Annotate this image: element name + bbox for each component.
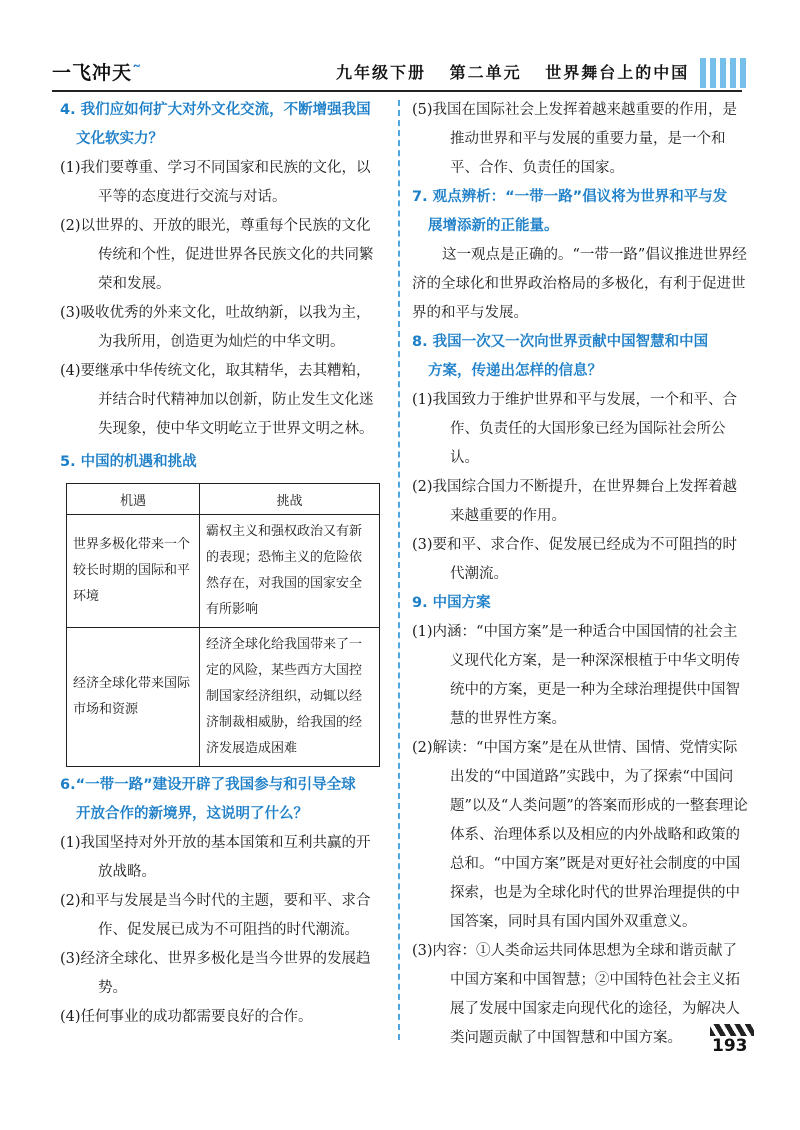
question-5: [60, 448, 382, 767]
q8-item-2: (2)我国综合国力不断提升，在世界舞台上发挥着越来越重要的作用。: [412, 479, 738, 524]
question-5-title: 5. 中国的机遇和挑战: [60, 454, 197, 470]
header-rule: [52, 90, 742, 92]
question-8-title: 8. 我国一次又一次向世界贡献中国智慧和中国 方案，传递出怎样的信息？: [412, 334, 709, 379]
question-9: [412, 589, 748, 1053]
question-6-title: 6.“一带一路”建设开辟了我国参与和引导全球 开放合作的新境界，这说明了什么？: [60, 777, 356, 822]
q8-item-3: (3)要和平、求合作、促发展已经成为不可阻挡的时代潮流。: [412, 537, 738, 582]
grade-label: 九年级下册: [336, 63, 427, 82]
table-cell: 经济全球化带来国际市场和资源: [67, 628, 200, 767]
q9-item-3: (3)内容：①人类命运共同体思想为全球和谐贡献了中国方案和中国智慧；②中国特色社会主义拓展了发展中国家走向现代化的途径，为解决人类问题贡献了中国智慧和中国方案。: [412, 943, 740, 1046]
question-7: [412, 183, 748, 328]
q9-item-2: (2)解读：“中国方案”是在从世情、国情、党情实际出发的“中国道路”实践中，为了探索“中国问题”以及“人类问题”的答案而形成的一整套理论体系、治理体系以及相应的内外战略和政策的总和。“中国方案”既是对更好社会制度的中国探索，也是为全球化时代的世界治理提供的中国答案，同时具有国内国外双重意义。: [412, 740, 748, 930]
table-cell: 经济全球化给我国带来了一定的风险，某些西方大国控制国家经济组织，动辄以经济制裁相威胁，给我国的经济发展造成困难: [200, 628, 380, 767]
q4-item-3: (3)吸收优秀的外来文化，吐故纳新，以我为主，为我所用，创造更为灿烂的中华文明。: [60, 305, 371, 350]
right-column: [412, 96, 748, 1053]
question-9-title: 9. 中国方案: [412, 595, 491, 611]
page-header: [0, 0, 800, 92]
table-cell: 世界多极化带来一个较长时期的国际和平环境: [67, 515, 200, 628]
question-6: [60, 771, 382, 1032]
table-header-row: [67, 484, 380, 515]
q7-answer: 这一观点是正确的。“一带一路”倡议推进世界经济的全球化和世界政治格局的多极化，有利于促进世界的和平与发展。: [412, 247, 747, 321]
q6-item-4: (4)任何事业的成功都需要良好的合作。: [60, 1009, 313, 1025]
unit-label: 第二单元: [449, 63, 522, 82]
page-number-label: 193: [712, 1036, 748, 1056]
question-8: [412, 328, 748, 589]
column-divider: [398, 100, 400, 1040]
table-cell: 霸权主义和强权政治又有新的表现；恐怖主义的危险依然存在，对我国的国家安全有所影响: [200, 515, 380, 628]
q6-item-2: (2)和平与发展是当今时代的主题，要和平、求合作、促发展已成为不可阻挡的时代潮流。: [60, 893, 371, 938]
q6-item-1: (1)我国坚持对外开放的基本国策和互利共赢的开放战略。: [60, 835, 371, 880]
unit-title: 世界舞台上的中国: [545, 63, 690, 82]
question-4-title: 4. 我们应如何扩大对外文化交流，不断增强我国 文化软实力？: [60, 102, 371, 147]
q4-item-1: (1)我们要尊重、学习不同国家和民族的文化，以平等的态度进行交流与对话。: [60, 160, 371, 205]
q6-item-5: (5)我国在国际社会上发挥着越来越重要的作用，是推动世界和平与发展的重要力量，是一个和平、合作、负责任的国家。: [412, 102, 738, 176]
page-number-decoration: [710, 1024, 754, 1036]
q4-item-4: (4)要继承中华传统文化，取其精华，去其糟粕，并结合时代精神加以创新，防止发生文化迷失现象，使中华文明屹立于世界文明之林。: [60, 363, 374, 437]
question-7-title: 7. 观点辨析：“一带一路”倡议将为世界和平与发 展增添新的正能量。: [412, 189, 728, 234]
q9-item-1: (1)内涵：“中国方案”是一种适合中国国情的社会主义现代化方案，是一种深深根植于中华文明传统中的方案，更是一种为全球治理提供中国智慧的世界性方案。: [412, 624, 740, 727]
q4-item-2: (2)以世界的、开放的眼光，尊重每个民族的文化传统和个性，促进世界各民族文化的共同繁荣和发展。: [60, 218, 374, 292]
left-column: [60, 96, 382, 1032]
question-4: [60, 96, 382, 444]
table-header-opportunity: 机遇: [67, 484, 200, 515]
header-title: [336, 60, 705, 83]
q8-item-1: (1)我国致力于维护世界和平与发展，一个和平、合作、负责任的大国形象已经为国际社会所公认。: [412, 392, 738, 466]
page-number: [704, 1024, 756, 1062]
table-row: [67, 628, 380, 767]
opportunity-challenge-table: [66, 483, 380, 767]
table-row: [67, 515, 380, 628]
header-decoration: [700, 58, 748, 88]
brand-logo: 一飞冲天˜: [52, 62, 143, 84]
q6-item-3: (3)经济全球化、世界多极化是当今世界的发展趋势。: [60, 951, 371, 996]
table-header-challenge: 挑战: [200, 484, 380, 515]
